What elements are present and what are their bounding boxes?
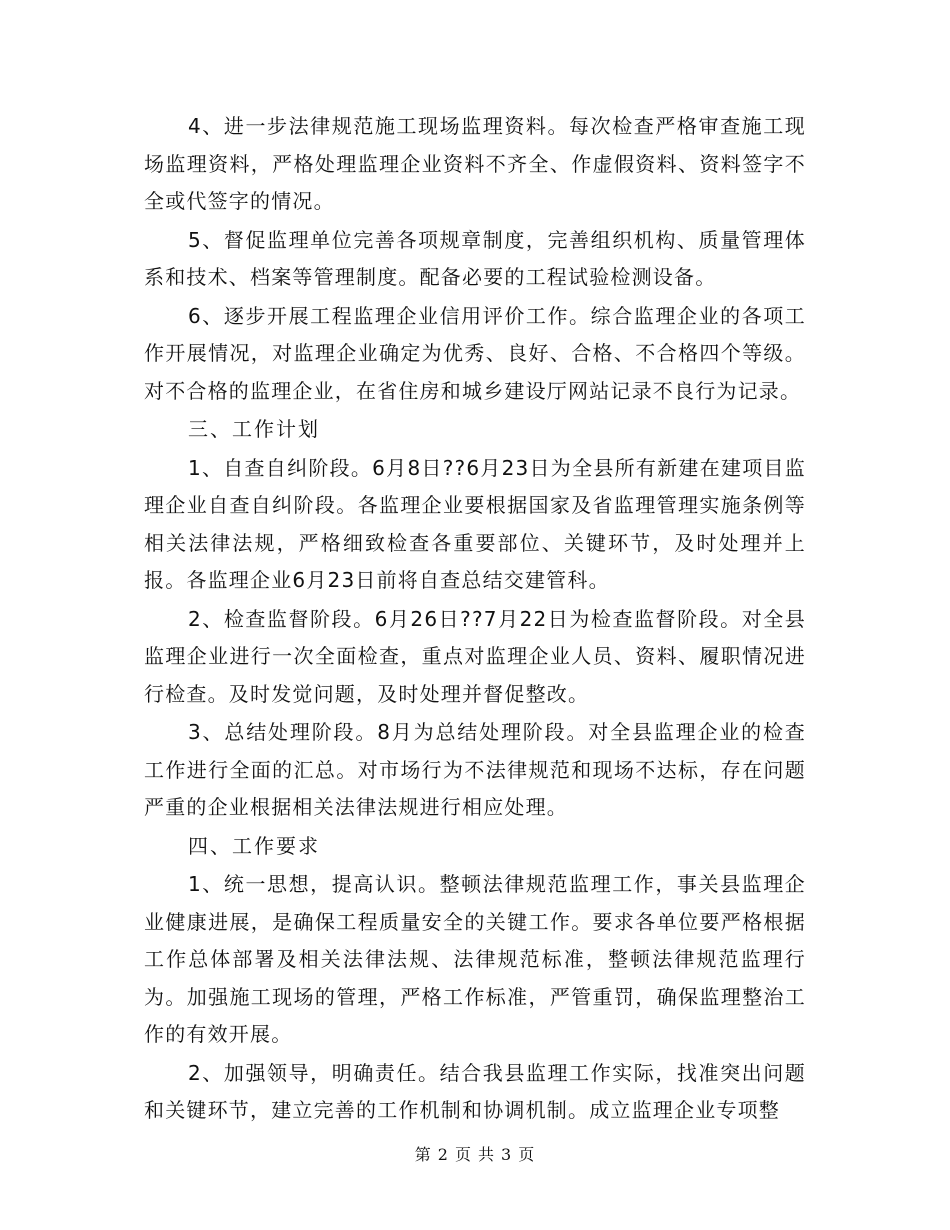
paragraph-item-4: 4、进一步法律规范施工现场监理资料。每次检查严格审查施工现场监理资料，严格处理监理企业资料不齐全、作虚假资料、资料签字不全或代签字的情况。 — [144, 114, 806, 213]
footer-prefix: 第 — [414, 1145, 432, 1164]
footer-page-number: 2 — [437, 1145, 449, 1164]
paragraph-item-6: 6、逐步开展工程监理企业信用评价工作。综合监理企业的各项工作开展情况，对监理企业确定为优秀、良好、合格、不合格四个等级。对不合格的监理企业，在省住房和城乡建设厅网站记录不良行为记录。 — [144, 303, 806, 403]
footer-suffix: 页 — [518, 1145, 536, 1164]
section-heading-work-requirements: 四、工作要求 — [188, 833, 320, 858]
footer-middle: 页 共 — [454, 1145, 496, 1164]
paragraph-requirement-1: 1、统一思想，提高认识。整顿法律规范监理工作，事关县监理企业健康进展，是确保工程质量安全的关键工作。要求各单位要严格根据工作总体部署及相关法律法规、法律规范标准，整顿法律规范监理行为。加强施工现场的管理，严格工作标准，严管重罚，确保监理整治工作的有效开展。 — [144, 872, 806, 1046]
document-body — [144, 108, 806, 1131]
page-footer — [0, 1142, 950, 1165]
paragraph-requirement-2: 2、加强领导，明确责任。结合我县监理工作实际，找准突出问题和关键环节，建立完善的工作机制和协调机制。成立监理企业专项整 — [144, 1060, 806, 1122]
section-heading-work-plan: 三、工作计划 — [188, 417, 320, 441]
footer-total-pages: 3 — [501, 1145, 513, 1164]
paragraph-item-5: 5、督促监理单位完善各项规章制度，完善组织机构、质量管理体系和技术、档案等管理制度。配备必要的工程试验检测设备。 — [144, 227, 806, 289]
paragraph-plan-2: 2、检查监督阶段。6月26日??7月22日为检查监督阶段。对全县监理企业进行一次全面检查，重点对监理企业人员、资料、履职情况进行检查。及时发觉问题，及时处理并督促整改。 — [144, 606, 806, 706]
paragraph-plan-3: 3、总结处理阶段。8月为总结处理阶段。对全县监理企业的检查工作进行全面的汇总。对市场行为不法律规范和现场不达标，存在问题严重的企业根据相关法律法规进行相应处理。 — [144, 720, 806, 819]
paragraph-plan-1: 1、自查自纠阶段。6月8日??6月23日为全县所有新建在建项目监理企业自查自纠阶段。各监理企业要根据国家及省监理管理实施条例等相关法律法规，严格细致检查各重要部位、关键环节，及时处理并上报。各监理企业6月23日前将自查总结交建管科。 — [144, 455, 806, 592]
